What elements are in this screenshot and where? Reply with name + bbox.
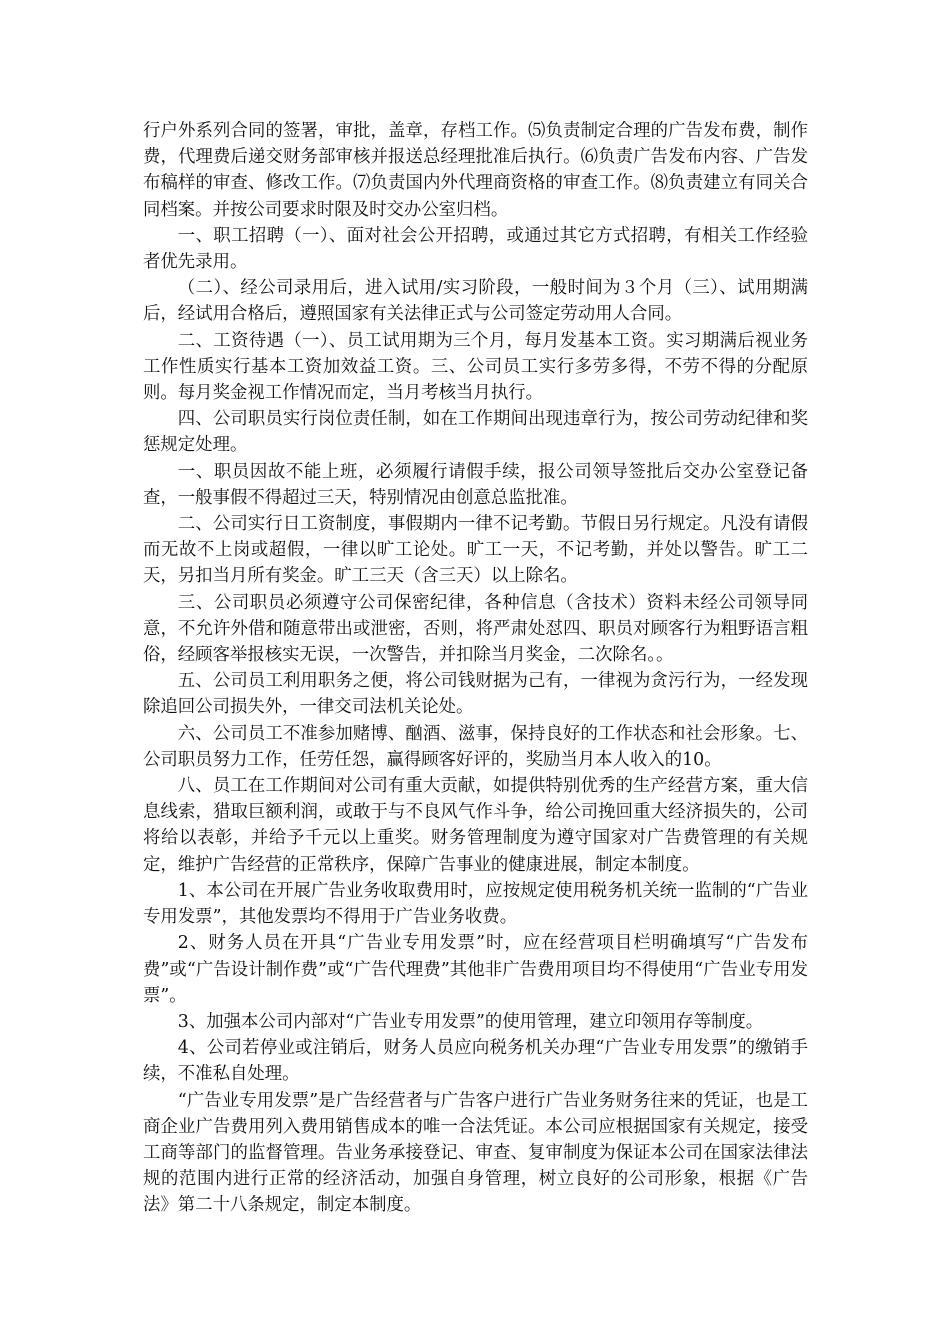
paragraph-16: “广告业专用发票”是广告经营者与广告客户进行广告业务财务往来的凭证，也是工商企业广告费用列入费用销售成本的唯一合法凭证。本公司应根据国家有关规定，接受工商等部门的监督管理。告业务承接登记、审查、复审制度为保证本公司在国家法律法规的范围内进行正常的经济活动，加强自身管理，树立良好的公司形象，根据《广告法》第二十八条规定，制定本制度。 [143, 1090, 808, 1216]
paragraph-3: （二）、经公司录用后，进入试用/实习阶段，一般时间为３个月（三）、试用期满后，经试用合格后，遵照国家有关法律正式与公司签定劳动用人合同。 [143, 278, 808, 325]
paragraph-7: 二、公司实行日工资制度，事假期内一律不记考勤。节假日另行规定。凡没有请假而无故不上岗或超假，一律以旷工论处。旷工一天，不记考勤，并处以警告。旷工二天，另扣当月所有奖金。旷工三天（含三天）以上除名。 [143, 514, 808, 587]
paragraph-5: 四、公司职员实行岗位责任制，如在工作期间出现违章行为，按公司劳动纪律和奖惩规定处理。 [143, 409, 808, 456]
paragraph-13: 2、财务人员在开具“广告业专用发票”时，应在经营项目栏明确填写“广告发布费”或“广告设计制作费”或“广告代理费”其他非广告费用项目均不得使用“广告业专用发票”。 [143, 933, 808, 1006]
document-body [143, 118, 808, 1219]
paragraph-1: 行户外系列合同的签署，审批，盖章，存档工作。⑸负责制定合理的广告发布费，制作费，代理费后递交财务部审核并报送总经理批准后执行。⑹负责广告发布内容、广告发布稿样的审查、修改工作。⑺负责国内外代理商资格的审查工作。⑻负责建立有同关合同档案。并按公司要求时限及时交办公室归档。 [143, 121, 808, 220]
paragraph-6: 一、职员因故不能上班，必须履行请假手续，报公司领导签批后交办公室登记备查，一般事假不得超过三天，特别情况由创意总监批准。 [143, 461, 808, 508]
paragraph-9: 五、公司员工利用职务之便，将公司钱财据为己有，一律视为贪污行为，一经发现除追回公司损失外，一律交司法机关论处。 [143, 671, 808, 718]
paragraph-10: 六、公司员工不准参加赌博、酗酒、滋事，保持良好的工作状态和社会形象。七、公司职员努力工作，任劳任怨，赢得顾客好评的，奖励当月本人收入的10。 [143, 723, 808, 770]
paragraph-8: 三、公司职员必须遵守公司保密纪律，各种信息（含技术）资料未经公司领导同意，不允许外借和随意带出或泄密，否则，将严肃处怼四、职员对顾客行为粗野语言粗俗，经顾客举报核实无误，一次警告，并扣除当月奖金，二次除名。。 [143, 592, 808, 666]
paragraph-14: 3、加强本公司内部对“广告业专用发票”的使用管理，建立印领用存等制度。 [177, 1011, 764, 1032]
paragraph-11: 八、员工在工作期间对公司有重大贡献，如提供特别优秀的生产经营方案，重大信息线索，猎取巨额利润，或敢于与不良风气作斗争，给公司挽回重大经济损失的，公司将给以表彰，并给予千元以上重奖。财务管理制度为遵守国家对广告费管理的有关规定，维护广告经营的正常秩序，保障广告事业的健康进展，制定本制度。 [143, 776, 808, 875]
paragraph-12: 1、本公司在开展广告业务收取费用时，应按规定使用税务机关统一监制的“广告业专用发票”，其他发票均不得用于广告业务收费。 [143, 880, 808, 928]
paragraph-4: 二、工资待遇（一）、员工试用期为三个月，每月发基本工资。实习期满后视业务工作性质实行基本工资加效益工资。三、公司员工实行多劳多得，不劳不得的分配原则。每月奖金视工作情况而定，当月考核当月执行。 [143, 330, 808, 404]
paragraph-15: 4、公司若停业或注销后，财务人员应向税务机关办理“广告业专用发票”的缴销手续，不准私自处理。 [143, 1038, 808, 1085]
paragraph-2: 一、职工招聘（一）、面对社会公开招聘，或通过其它方式招聘，有相关工作经验者优先录用。 [143, 225, 808, 273]
